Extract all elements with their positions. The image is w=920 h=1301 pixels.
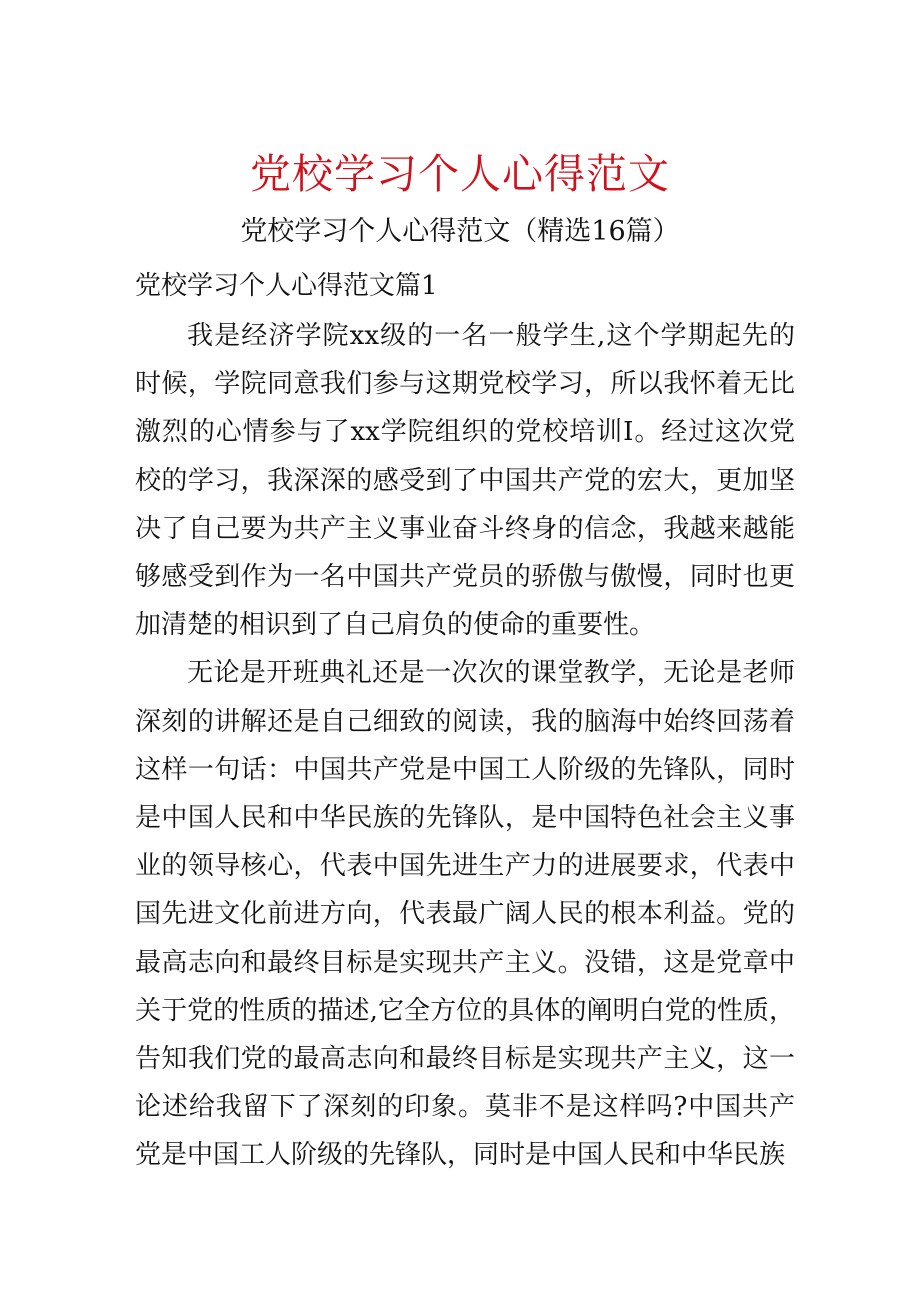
section-heading: 党校学习个人心得范文篇1 [135, 271, 438, 301]
paragraph-2: 无论是开班典礼还是一次次的课堂教学，无论是老师深刻的讲解还是自己细致的阅读，我的脑海中始终回荡着这样一句话：中国共产党是中国工人阶级的先锋队，同时是中国人民和中华民族的先锋队，是中国特色社会主义事业的领导核心，代表中国先进生产力的进展要求，代表中国先进文化前进方向，代表最广阔人民的根本利益。党的最高志向和最终目标是实现共产主义。没错，这是党章中关于党的性质的描述,它全方位的具体的阐明白党的性质，告知我们党的最高志向和最终目标是实现共产主义，这一论述给我留下了深刻的印象。莫非不是这样吗?中国共产党是中国工人阶级的先锋队，同时是中国人民和中华民族 [135, 658, 795, 1171]
paragraph-1: 我是经济学院xx级的一名一般学生,这个学期起先的时候，学院同意我们参与这期党校学习，所以我怀着无比激烈的心情参与了xx学院组织的党校培训I。经过这次党校的学习，我深深的感受到了中国共产党的宏大，更加坚决了自己要为共产主义事业奋斗终身的信念，我越来越能够感受到作为一名中国共产党员的骄傲与傲慢，同时也更加清楚的相识到了自己肩负的使命的重要性。 [135, 321, 795, 641]
body-text [135, 312, 795, 1180]
document-title: 党校学习个人心得范文 [250, 150, 670, 198]
document-subtitle: 党校学习个人心得范文（精选16篇） [240, 216, 680, 247]
